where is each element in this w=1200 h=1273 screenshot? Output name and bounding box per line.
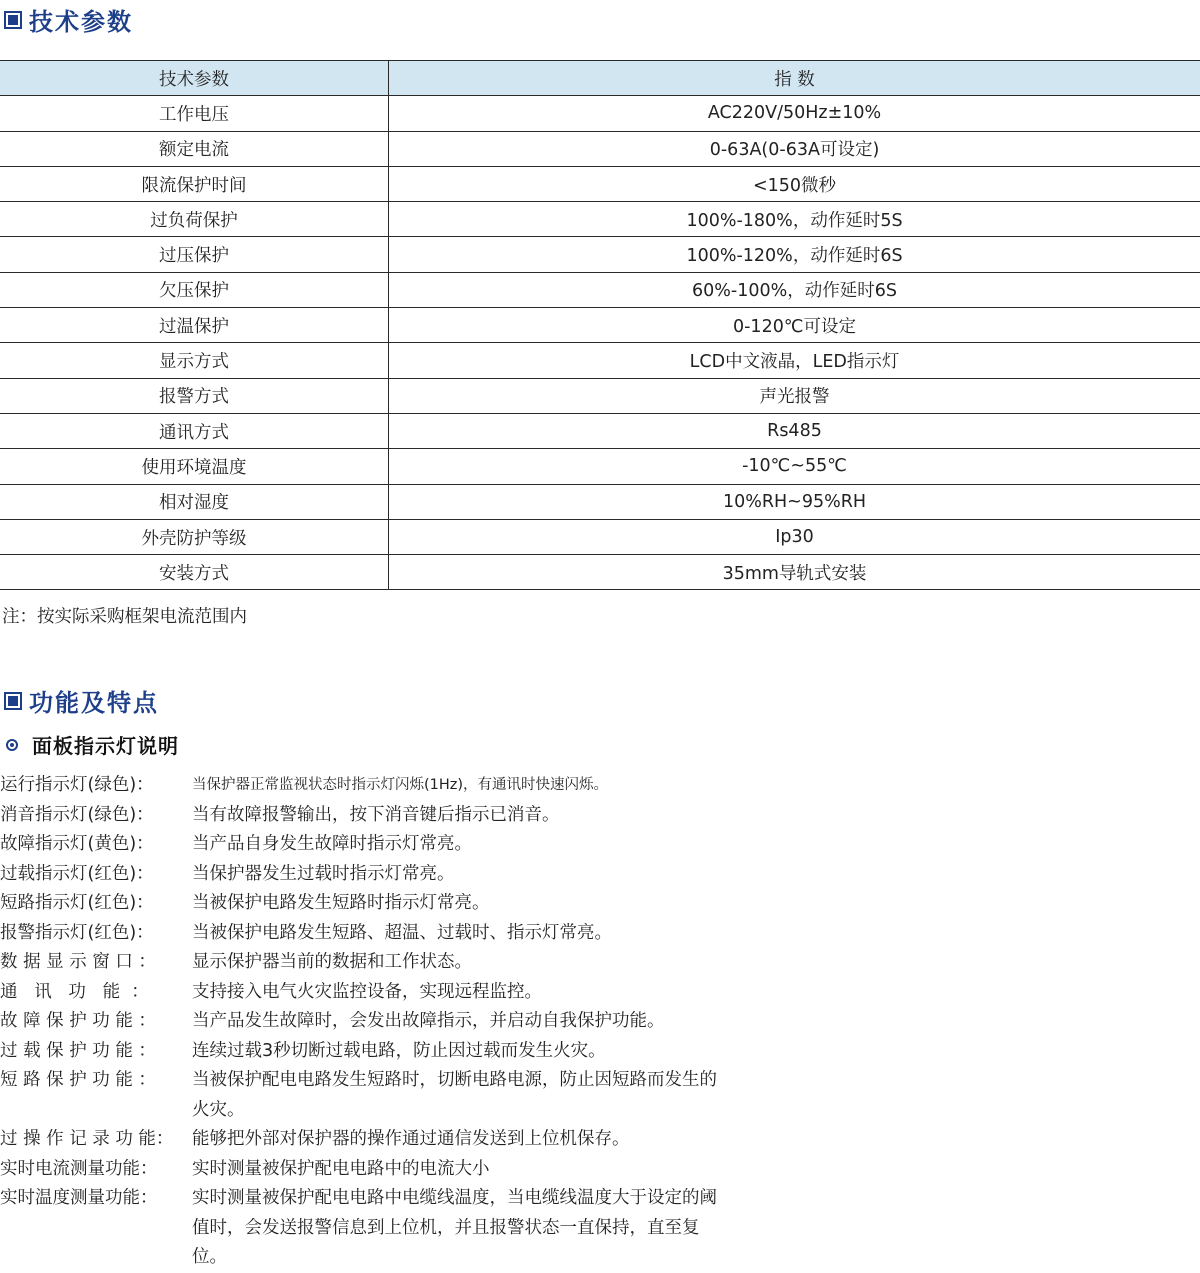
feature-label: 实时温度测量功能：	[0, 1184, 192, 1273]
list-item	[0, 1155, 1200, 1185]
column-header: 技术参数	[0, 61, 389, 96]
list-item	[0, 1037, 1200, 1067]
feature-label: 过载指示灯(红色)：	[0, 860, 192, 890]
section-header-tech-params	[4, 2, 133, 37]
feature-description: 支持接入电气火灾监控设备，实现远程监控。	[192, 978, 732, 1008]
param-value: 0-63A(0-63A可设定)	[389, 131, 1200, 166]
table-header-row	[0, 61, 1200, 96]
feature-label: 故障指示灯(黄色)：	[0, 830, 192, 860]
list-item	[0, 948, 1200, 978]
param-name: 过压保护	[0, 237, 389, 272]
param-name: 限流保护时间	[0, 166, 389, 201]
table-row	[0, 484, 1200, 519]
feature-label: 短 路 保 护 功 能 ：	[0, 1066, 192, 1125]
subsection-title: 面板指示灯说明	[32, 730, 179, 759]
list-item	[0, 978, 1200, 1008]
feature-description: 显示保护器当前的数据和工作状态。	[192, 948, 732, 978]
param-value: Ip30	[389, 519, 1200, 554]
param-value: <150微秒	[389, 166, 1200, 201]
feature-description: 当产品自身发生故障时指示灯常亮。	[192, 830, 732, 860]
feature-description: 当被保护电路发生短路时指示灯常亮。	[192, 889, 732, 919]
feature-description: 连续过载3秒切断过载电路，防止因过载而发生火灾。	[192, 1037, 732, 1067]
table-row	[0, 449, 1200, 484]
feature-label: 短路指示灯(红色)：	[0, 889, 192, 919]
section-title: 技术参数	[29, 2, 133, 37]
feature-label: 运行指示灯(绿色)：	[0, 771, 192, 801]
list-item	[0, 1066, 1200, 1125]
table-note: 注：按实际采购框架电流范围内	[2, 603, 247, 628]
table-row	[0, 519, 1200, 554]
table-row	[0, 413, 1200, 448]
feature-description: 当产品发生故障时，会发出故障指示，并启动自我保护功能。	[192, 1007, 732, 1037]
param-name: 欠压保护	[0, 272, 389, 307]
param-value: 100%-180%，动作延时5S	[389, 202, 1200, 237]
feature-label: 通 讯 功 能 ：	[0, 978, 192, 1008]
list-item	[0, 771, 1200, 801]
feature-label: 故 障 保 护 功 能 ：	[0, 1007, 192, 1037]
feature-description: 当有故障报警输出，按下消音键后指示已消音。	[192, 801, 732, 831]
param-value: 声光报警	[389, 378, 1200, 413]
params-table	[0, 60, 1200, 590]
param-value: 0-120℃可设定	[389, 308, 1200, 343]
param-name: 相对湿度	[0, 484, 389, 519]
list-item	[0, 1184, 1200, 1273]
feature-description: 当保护器发生过载时指示灯常亮。	[192, 860, 732, 890]
subsection-header	[6, 730, 179, 759]
circle-bullet-icon	[6, 739, 18, 751]
param-name: 过温保护	[0, 308, 389, 343]
param-value: 10%RH~95%RH	[389, 484, 1200, 519]
table-row	[0, 131, 1200, 166]
param-name: 使用环境温度	[0, 449, 389, 484]
param-name: 显示方式	[0, 343, 389, 378]
list-item	[0, 830, 1200, 860]
feature-description: 当被保护配电电路发生短路时，切断电路电源，防止因短路而发生的火灾。	[192, 1066, 732, 1125]
list-item	[0, 860, 1200, 890]
feature-list	[0, 771, 1200, 1273]
param-value: Rs485	[389, 413, 1200, 448]
square-bullet-icon	[4, 11, 22, 29]
param-value: 60%-100%，动作延时6S	[389, 272, 1200, 307]
table-row	[0, 202, 1200, 237]
param-value: 35mm导轨式安装	[389, 555, 1200, 590]
feature-description: 能够把外部对保护器的操作通过通信发送到上位机保存。	[192, 1125, 732, 1155]
section-title: 功能及特点	[29, 683, 159, 718]
param-name: 外壳防护等级	[0, 519, 389, 554]
section-header-features	[4, 683, 159, 718]
feature-description: 当保护器正常监视状态时指示灯闪烁(1Hz)，有通讯时快速闪烁。	[192, 771, 732, 801]
param-name: 安装方式	[0, 555, 389, 590]
table-row	[0, 343, 1200, 378]
list-item	[0, 919, 1200, 949]
param-name: 报警方式	[0, 378, 389, 413]
feature-label: 过 操 作 记 录 功 能：	[0, 1125, 192, 1155]
feature-label: 报警指示灯(红色)：	[0, 919, 192, 949]
list-item	[0, 1125, 1200, 1155]
table-row	[0, 166, 1200, 201]
param-name: 额定电流	[0, 131, 389, 166]
feature-label: 数 据 显 示 窗 口 ：	[0, 948, 192, 978]
param-name: 过负荷保护	[0, 202, 389, 237]
table-row	[0, 272, 1200, 307]
param-value: -10℃~55℃	[389, 449, 1200, 484]
list-item	[0, 889, 1200, 919]
feature-description: 当被保护电路发生短路、超温、过载时、指示灯常亮。	[192, 919, 732, 949]
param-name: 通讯方式	[0, 413, 389, 448]
list-item	[0, 801, 1200, 831]
param-name: 工作电压	[0, 96, 389, 131]
feature-label: 消音指示灯(绿色)：	[0, 801, 192, 831]
feature-label: 过 载 保 护 功 能 ：	[0, 1037, 192, 1067]
feature-label: 实时电流测量功能：	[0, 1155, 192, 1185]
column-header: 指 数	[389, 61, 1200, 96]
square-bullet-icon	[4, 692, 22, 710]
table-row	[0, 378, 1200, 413]
param-value: LCD中文液晶，LED指示灯	[389, 343, 1200, 378]
param-value: 100%-120%，动作延时6S	[389, 237, 1200, 272]
table-row	[0, 555, 1200, 590]
list-item	[0, 1007, 1200, 1037]
table-row	[0, 308, 1200, 343]
table-row	[0, 96, 1200, 131]
feature-description: 实时测量被保护配电电路中电缆线温度，当电缆线温度大于设定的阈值时，会发送报警信息到上位机，并且报警状态一直保持，直至复位。	[192, 1184, 732, 1273]
param-value: AC220V/50Hz±10%	[389, 96, 1200, 131]
feature-description: 实时测量被保护配电电路中的电流大小	[192, 1155, 732, 1185]
table-row	[0, 237, 1200, 272]
